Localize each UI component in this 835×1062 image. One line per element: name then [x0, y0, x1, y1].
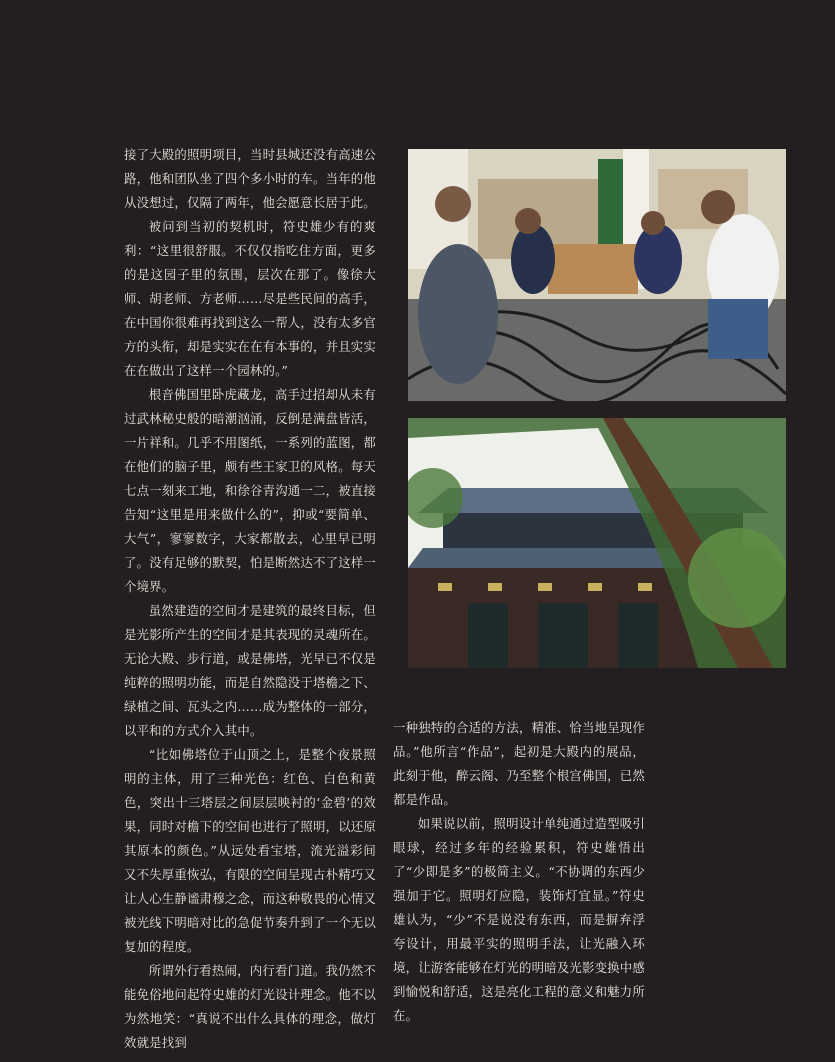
paragraph: 如果说以前，照明设计单纯通过造型吸引眼球，经过多年的经验累积，符史雄悟出了“少即是多”的极简主义。“不协调的东西少强加于它。照明灯应隐，装饰灯宜显。”符史雄认为，“少”不是说没有东西，而是摒弃浮夸设计，用最平实的照明手法，让光融入环境，让游客能够在灯光的明暗及光影变换中感到愉悦和舒适，这是亮化工程的意义和魅力所在。	[393, 816, 645, 1023]
workshop-photo	[408, 149, 786, 401]
right-text-column	[393, 716, 645, 1028]
paragraph: 一种独特的合适的方法，精准、恰当地呈现作品。”他所言“作品”，起初是大殿内的展品，此刻于他，醉云阁、乃至整个根宫佛国，已然都是作品。	[393, 720, 645, 807]
paragraph: 所谓外行看热闹，内行看门道。我仍然不能免俗地问起符史雄的灯光设计理念。他不以为然地笑：“真说不出什么具体的理念，做灯效就是找到	[124, 963, 376, 1050]
paragraph: 被问到当初的契机时，符史雄少有的爽利：“这里很舒服。不仅仅指吃住方面，更多的是这园子里的氛围，层次在那了。像徐大师、胡老师、方老师……尽是些民间的高手，在中国你很难再找到这么一帮人，没有太多官方的头衔，却是实实在在有本事的，并且实实在在做出了这样一个园林的。”	[124, 219, 376, 378]
temple-photo	[408, 418, 786, 668]
paragraph: “比如佛塔位于山顶之上，是整个夜景照明的主体，用了三种光色：红色、白色和黄色，突出十三塔层之间层层映衬的‘金碧’的效果，同时对檐下的空间也进行了照明，以还原其原本的颜色。”从远处看宝塔，流光溢彩间又不失厚重恢弘，有限的空间呈现古朴精巧又让人心生静谧肃穆之念，而这种敬畏的心情又被光线下明暗对比的急促节奏升到了一个无以复加的程度。	[124, 747, 376, 954]
paragraph: 接了大殿的照明项目，当时县城还没有高速公路，他和团队坐了四个多小时的车。当年的他从没想过，仅隔了两年，他会愿意长居于此。	[124, 147, 376, 210]
paragraph: 虽然建造的空间才是建筑的最终目标，但是光影所产生的空间才是其表现的灵魂所在。无论大殿、步行道，或是佛塔，光早已不仅是纯粹的照明功能，而是自然隐没于塔檐之下、绿植之间、瓦头之内……成为整体的一部分，以平和的方式介入其中。	[124, 603, 376, 738]
left-text-column	[124, 143, 376, 1055]
paragraph: 根音佛国里卧虎藏龙，高手过招却从未有过武林秘史般的暗潮汹涌，反倒是满盘皆活，一片祥和。几乎不用图纸，一系列的蓝图，都在他们的脑子里，颇有些王家卫的风格。每天七点一刻来工地，和徐谷青沟通一二，被直接告知“这里是用来做什么的”，抑或“要简单、大气”，寥寥数字，大家都散去，心里早已明了。没有足够的默契，怕是断然达不了这样一个境界。	[124, 387, 376, 594]
